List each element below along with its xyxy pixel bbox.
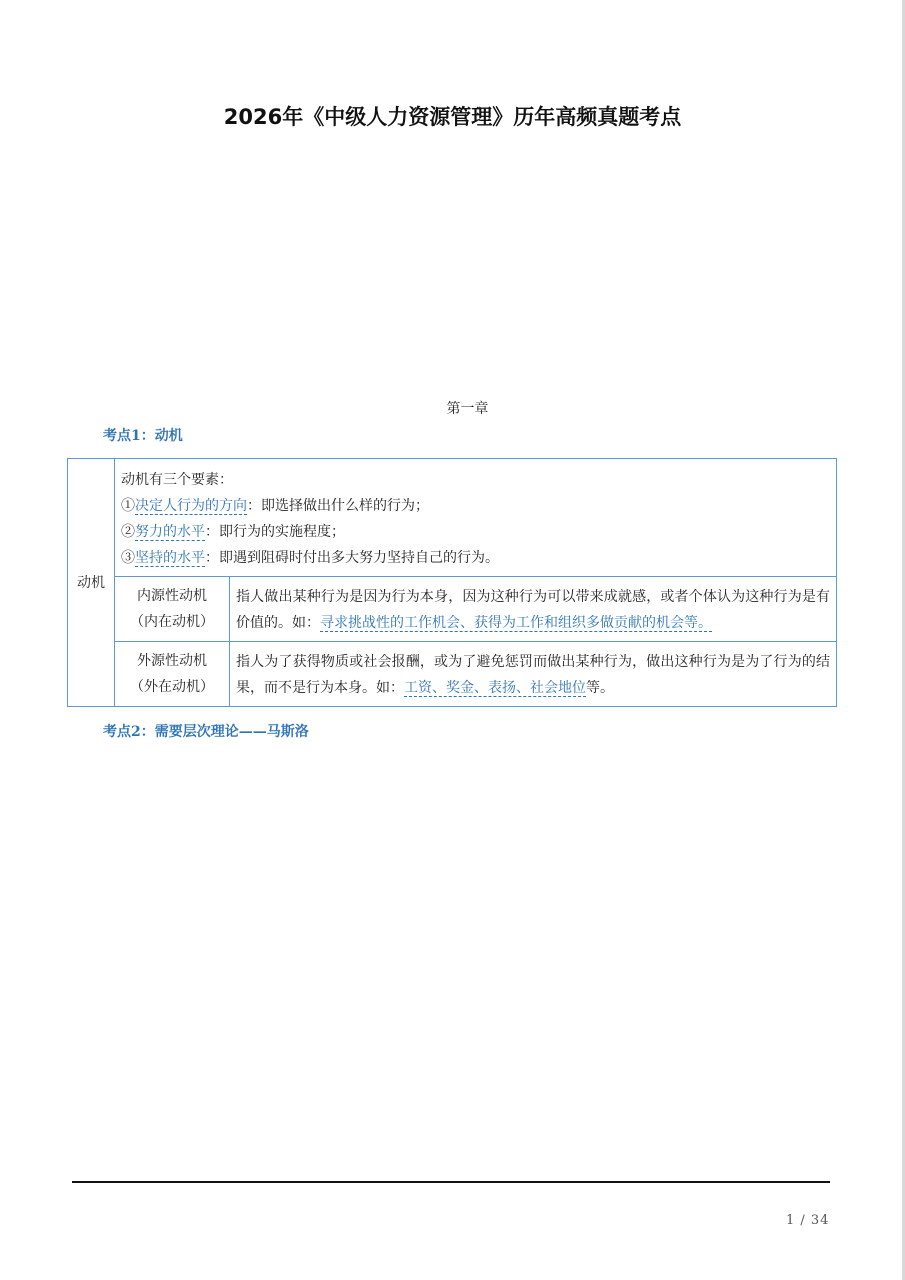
element-item-2: ②努力的水平：即行为的实施程度； <box>121 524 345 540</box>
element-key-3: 坚持的水平 <box>135 550 205 566</box>
intrinsic-examples: 寻求挑战性的工作机会、获得为工作和组织多做贡献的机会等。 <box>320 615 712 631</box>
extrinsic-motivation-description: 指人为了获得物质或社会报酬，或为了避免惩罚而做出某种行为，做出这种行为是为了行为的结果，而不是行为本身。如：工资、奖金、表扬、社会地位等。 <box>230 642 837 707</box>
intrinsic-motivation-description: 指人做出某种行为是因为行为本身，因为这种行为可以带来成就感，或者个体认为这种行为是有价值的。如：寻求挑战性的工作机会、获得为工作和组织多做贡献的机会等。 <box>230 577 837 642</box>
extrinsic-examples: 工资、奖金、表扬、社会地位 <box>404 680 586 696</box>
section-heading-kaodian-2: 考点2：需要层次理论——马斯洛 <box>103 724 309 740</box>
element-key-2: 努力的水平 <box>135 524 205 540</box>
extrinsic-motivation-label: 外源性动机 （外在动机） <box>115 642 230 707</box>
document-title: 2026年《中级人力资源管理》历年高频真题考点 <box>223 105 682 129</box>
element-key-1: 决定人行为的方向 <box>135 498 247 514</box>
motivation-table <box>67 458 837 707</box>
footer-divider <box>72 1181 830 1183</box>
row-header-motivation: 动机 <box>68 459 115 707</box>
element-item-3: ③坚持的水平：即遇到阻碍时付出多大努力坚持自己的行为。 <box>121 550 499 566</box>
elements-intro: 动机有三个要素： <box>121 472 233 488</box>
intrinsic-motivation-label: 内源性动机 （内在动机） <box>115 577 230 642</box>
page-number: 1 / 34 <box>786 1213 830 1228</box>
chapter-heading: 第一章 <box>446 401 489 417</box>
section-heading-kaodian-1: 考点1：动机 <box>103 428 183 444</box>
element-item-1: ①决定人行为的方向：即选择做出什么样的行为； <box>121 498 429 514</box>
motivation-elements-cell <box>115 459 837 577</box>
